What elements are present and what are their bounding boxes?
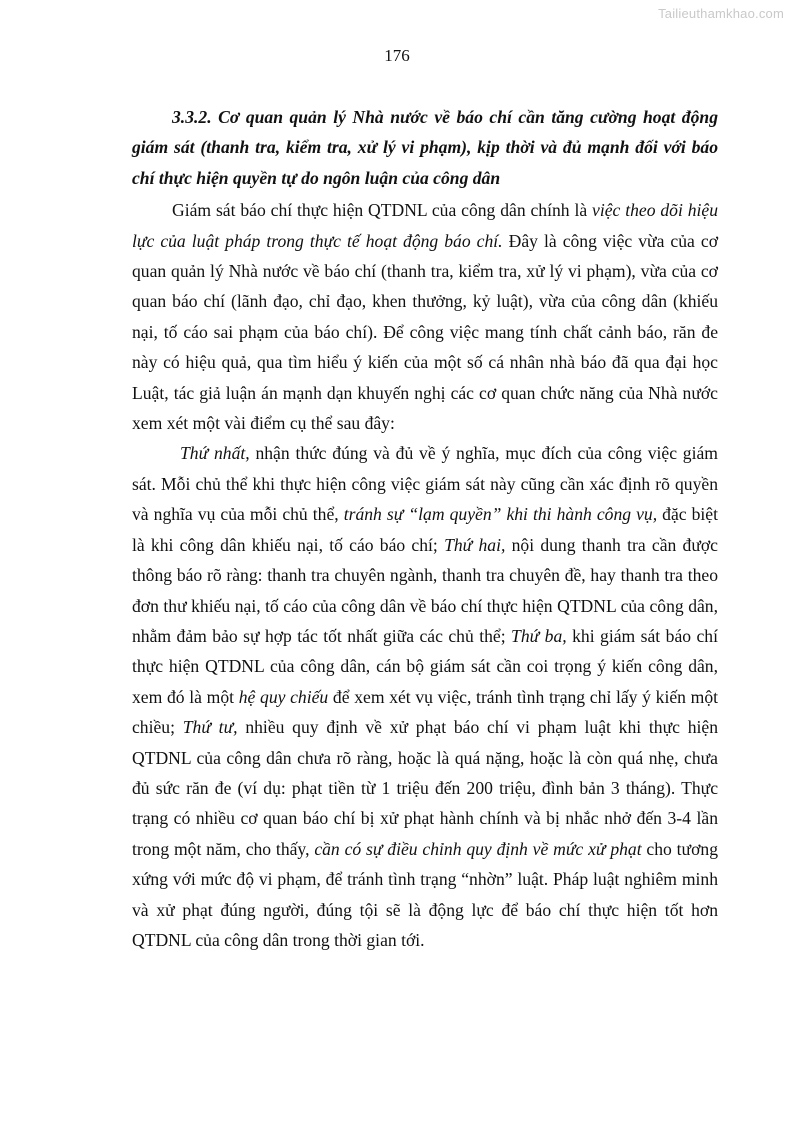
watermark: Tailieuthamkhao.com xyxy=(658,6,784,21)
paragraph-2-text-e: để xem xét vụ việc, tránh tình trạng chỉ lấy ý kiến một chiều; xyxy=(132,686,719,738)
paragraph-1-text-a: Giám sát báo chí thực hiện QTDNL của công dân chính là xyxy=(172,200,593,221)
paragraph-1-emphasis: việc theo dõi hiệu lực của luật pháp trong thực tế hoạt động báo chí. xyxy=(132,200,718,251)
paragraph-2-text-a: nhận thức đúng và đủ về ý nghĩa, mục đích của công việc giám sát. Mỗi chủ thể khi thực hiện công việc giám sát này cũng cần xác định rõ quyền và nghĩa vụ của mỗi chủ thể, xyxy=(132,443,718,525)
paragraph-2-emphasis-b: hệ quy chiếu xyxy=(238,686,329,707)
paragraph-1-text-b: Đây là công việc vừa của cơ quan quản lý Nhà nước về báo chí (thanh tra, kiểm tra, xử lý vi phạm), vừa của cơ quan báo chí (lãnh đạo, chỉ đạo, khen thưởng, kỷ luật), vừa của công dân (khiếu nại, tố cáo sai phạm của báo chí). Để công việc mang tính chất cảnh báo, răn đe này có hiệu quả, qua tìm hiểu ý kiến của một số cá nhân nhà báo đã qua đại học Luật, tác giả luận án mạnh dạn khuyến nghị các cơ quan chức năng của Nhà nước xem xét một vài điểm cụ thể sau đây: xyxy=(132,230,718,434)
point-third-label: Thứ ba, xyxy=(511,625,567,646)
paragraph-2-text-b: đặc biệt là khi công dân khiếu nại, tố cáo báo chí; xyxy=(132,504,719,555)
paragraph-2-emphasis-c: cần có sự điều chỉnh quy định về mức xử phạt xyxy=(314,838,642,859)
paragraph-2-text-g: cho tương xứng với mức độ vi phạm, để tránh tình trạng “nhờn” luật. Pháp luật nghiêm minh và xử phạt đúng người, đúng tội sẽ là động lực để báo chí thực hiện tốt hơn QTDNL của công dân trong thời gian tới. xyxy=(132,838,718,950)
paragraph-2-emphasis-a: tránh sự “lạm quyền” khi thi hành công vụ, xyxy=(343,504,658,525)
paragraph-2-text-d: khi giám sát báo chí thực hiện QTDNL của công dân, cán bộ giám sát cần coi trọng ý kiến công dân, xem đó là một xyxy=(132,625,718,707)
page-number: 176 xyxy=(384,46,410,65)
paragraph-2-text-c: nội dung thanh tra cần được thông báo rõ ràng: thanh tra chuyên ngành, thanh tra chuyên đề, hay thanh tra theo đơn thư khiếu nại, tố cáo của công dân về báo chí thực hiện QTDNL của công dân, nhằm đảm bảo sự hợp tác tốt nhất giữa các chủ thể; xyxy=(132,534,718,646)
section-heading: 3.3.2. Cơ quan quản lý Nhà nước về báo chí cần tăng cường hoạt động giám sát (thanh tra, kiểm tra, xử lý vi phạm), kịp thời và đủ mạnh đối với báo chí thực hiện quyền tự do ngôn luận của công dân xyxy=(132,107,718,188)
point-fourth-label: Thứ tư, xyxy=(182,717,238,738)
point-first-label: Thứ nhất, xyxy=(180,443,250,464)
paragraph-1 xyxy=(132,195,718,438)
point-second-label: Thứ hai, xyxy=(444,534,506,555)
document-body xyxy=(132,102,718,955)
paragraph-2 xyxy=(132,438,718,955)
paragraph-2-text-f: nhiều quy định về xử phạt báo chí vi phạm luật khi thực hiện QTDNL của công dân chưa rõ ràng, hoặc là quá nặng, hoặc là còn quá nhẹ, chưa đủ sức răn đe (ví dụ: phạt tiền từ 1 triệu đến 200 triệu, đình bản 3 tháng). Thực trạng có nhiều cơ quan báo chí bị xử phạt hành chính và bị nhắc nhở đến 3-4 lần trong một năm, cho thấy, xyxy=(132,717,718,859)
